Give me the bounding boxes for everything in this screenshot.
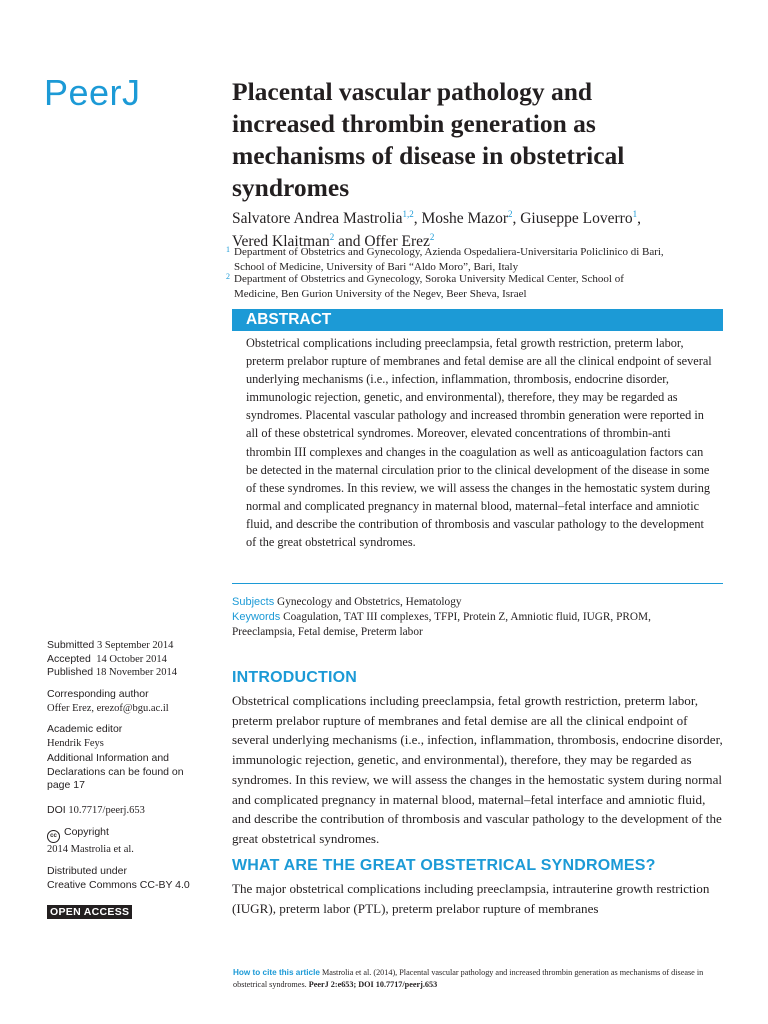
- copyright: [47, 826, 207, 857]
- creative-commons-icon: cc: [47, 830, 60, 843]
- editor-label: Academic editor: [47, 723, 123, 735]
- author-affiliation-mark: 2: [507, 209, 513, 219]
- affiliation-2: [226, 272, 664, 302]
- keywords-label: Keywords: [232, 611, 281, 623]
- keywords-value: Coagulation, TAT III complexes, TFPI, Protein Z, Amniotic fluid, IUGR, PROM, Preeclampsia, Fetal demise, Preterm labor: [232, 611, 651, 638]
- author-affiliation-mark: 1: [632, 209, 638, 219]
- license-value[interactable]: Creative Commons CC-BY 4.0: [47, 878, 190, 891]
- corresponding-author: [47, 688, 207, 715]
- introduction-heading: INTRODUCTION: [232, 669, 358, 686]
- great-syndromes-heading: WHAT ARE THE GREAT OBSTETRICAL SYNDROMES?: [232, 857, 656, 874]
- author-affiliation-mark: 2: [429, 232, 435, 243]
- additional-info-text[interactable]: Additional Information and Declarations can be found on page 17: [47, 752, 184, 791]
- corresponding-value[interactable]: Offer Erez, erezof@bgu.ac.il: [47, 702, 169, 714]
- doi-label: DOI: [47, 804, 66, 816]
- abstract-heading: ABSTRACT: [246, 311, 332, 328]
- doi-value[interactable]: 10.7717/peerj.653: [68, 805, 145, 816]
- open-access-badge: OPEN ACCESS: [47, 905, 132, 919]
- affiliation-number: 2: [226, 272, 230, 281]
- peerj-logo: PeerJ: [44, 72, 141, 113]
- subjects-label: Subjects: [232, 596, 275, 608]
- subjects-keywords: [232, 595, 702, 640]
- distributed-label: Distributed under: [47, 865, 127, 877]
- editor-value: Hendrik Feys: [47, 737, 104, 749]
- copyright-label: Copyright: [64, 826, 109, 838]
- publication-dates: [47, 639, 207, 680]
- author-name: Offer Erez: [364, 233, 430, 251]
- citation: [233, 967, 713, 991]
- subjects-value: Gynecology and Obstetrics, Hematology: [277, 596, 462, 608]
- author-list: Salvatore Andrea Mastrolia$^{1,2}$, Moshe Mazor$^2$, Giuseppe Loverro$^1$, Vered Klaitman$^2$ and Offer Erez$^2$: [232, 209, 641, 251]
- copyright-value: 2014 Mastrolia et al.: [47, 844, 134, 855]
- submitted-date: 3 September 2014: [97, 640, 174, 651]
- author-name: Moshe Mazor: [421, 210, 508, 228]
- affiliation-text: Department of Obstetrics and Gynecology, Azienda Ospedaliera-Universitaria Policlinico di Bari, School of Medicine, University of Bari “Aldo Moro”, Bari, Italy: [234, 246, 664, 273]
- abstract-text: Obstetrical complications including preeclampsia, fetal growth restriction, preterm labor, preterm prelabor rupture of membranes and fetal demise are all the clinical endpoint of several underlying mechanisms (i.e., infection, inflammation, thrombosis, endocrine disorder, immunologic rejection, genetic, and environmental), therefore, they may be regarded as syndromes. Placental vascular pathology and increased thrombin generation were reported in all of these obstetrical syndromes. Moreover, elevated concentrations of thrombin-anti thrombin III complexes and changes in the coagulation as well as anticoagulation factors can be detected in the maternal circulation prior to the clinical development of the disease in some of these syndromes. In this review, we will assess the changes in the hemostatic system during normal and complicated pregnancy in maternal blood, maternal–fetal interface and amniotic fluid, and describe the contribution of thrombosis and vascular pathology to the development of the great obstetrical syndromes.: [246, 336, 712, 550]
- affiliation-text: Department of Obstetrics and Gynecology, Soroka University Medical Center, School of Medicine, Ben Gurion University of the Negev, Beer Sheva, Israel: [234, 273, 624, 300]
- citation-reference[interactable]: PeerJ 2:e653; DOI 10.7717/peerj.653: [308, 980, 438, 989]
- author-affiliation-mark: 2: [329, 232, 335, 243]
- author-name: Giuseppe Loverro: [520, 210, 633, 228]
- affiliation-1: [226, 245, 664, 275]
- affiliation-number: 1: [226, 245, 230, 254]
- published-date: 18 November 2014: [95, 667, 177, 678]
- additional-info: [47, 752, 197, 793]
- submitted-label: Submitted: [47, 639, 95, 651]
- corresponding-label: Corresponding author: [47, 688, 149, 700]
- introduction-text: Obstetrical complications including preeclampsia, fetal growth restriction, preterm labor, preterm prelabor rupture of membranes and fetal demise are all the clinical endpoint of several underlying mechanisms (i.e., infection, inflammation, thrombosis, endocrine disorder, immunologic rejection, genetic, and environmental), therefore, they may be regarded as syndromes. In this review, we will assess the changes in the hemostatic system during normal and complicated pregnancy in maternal blood, maternal–fetal interface and amniotic fluid, and describe the contribution of thrombosis and vascular pathology to the development of the great obstetrical syndromes.: [232, 693, 723, 846]
- citation-text: Mastrolia et al. (2014), Placental vascular pathology and increased thrombin generation as mechanisms of disease in obstetrical syndromes.: [233, 968, 704, 989]
- accepted-date: 14 October 2014: [96, 653, 167, 665]
- published-label: Published: [47, 666, 94, 678]
- citation-label: How to cite this article: [233, 968, 320, 977]
- author-affiliation-mark: 1,2: [402, 209, 414, 219]
- license: [47, 865, 207, 892]
- doi: [47, 804, 207, 818]
- article-title: Placental vascular pathology and increased thrombin generation as mechanisms of disease in obstetrical syndromes: [232, 77, 625, 202]
- academic-editor: [47, 723, 207, 750]
- great-syndromes-text: The major obstetrical complications including preeclampsia, intrauterine growth restriction (IUGR), preterm labor (PTL), preterm prelabor rupture of membranes: [232, 881, 710, 916]
- author-name: Vered Klaitman: [232, 233, 330, 251]
- abstract-divider: [232, 583, 723, 584]
- abstract-header: [232, 309, 723, 331]
- author-name: Salvatore Andrea Mastrolia: [232, 210, 403, 228]
- accepted-label: Accepted: [47, 652, 91, 665]
